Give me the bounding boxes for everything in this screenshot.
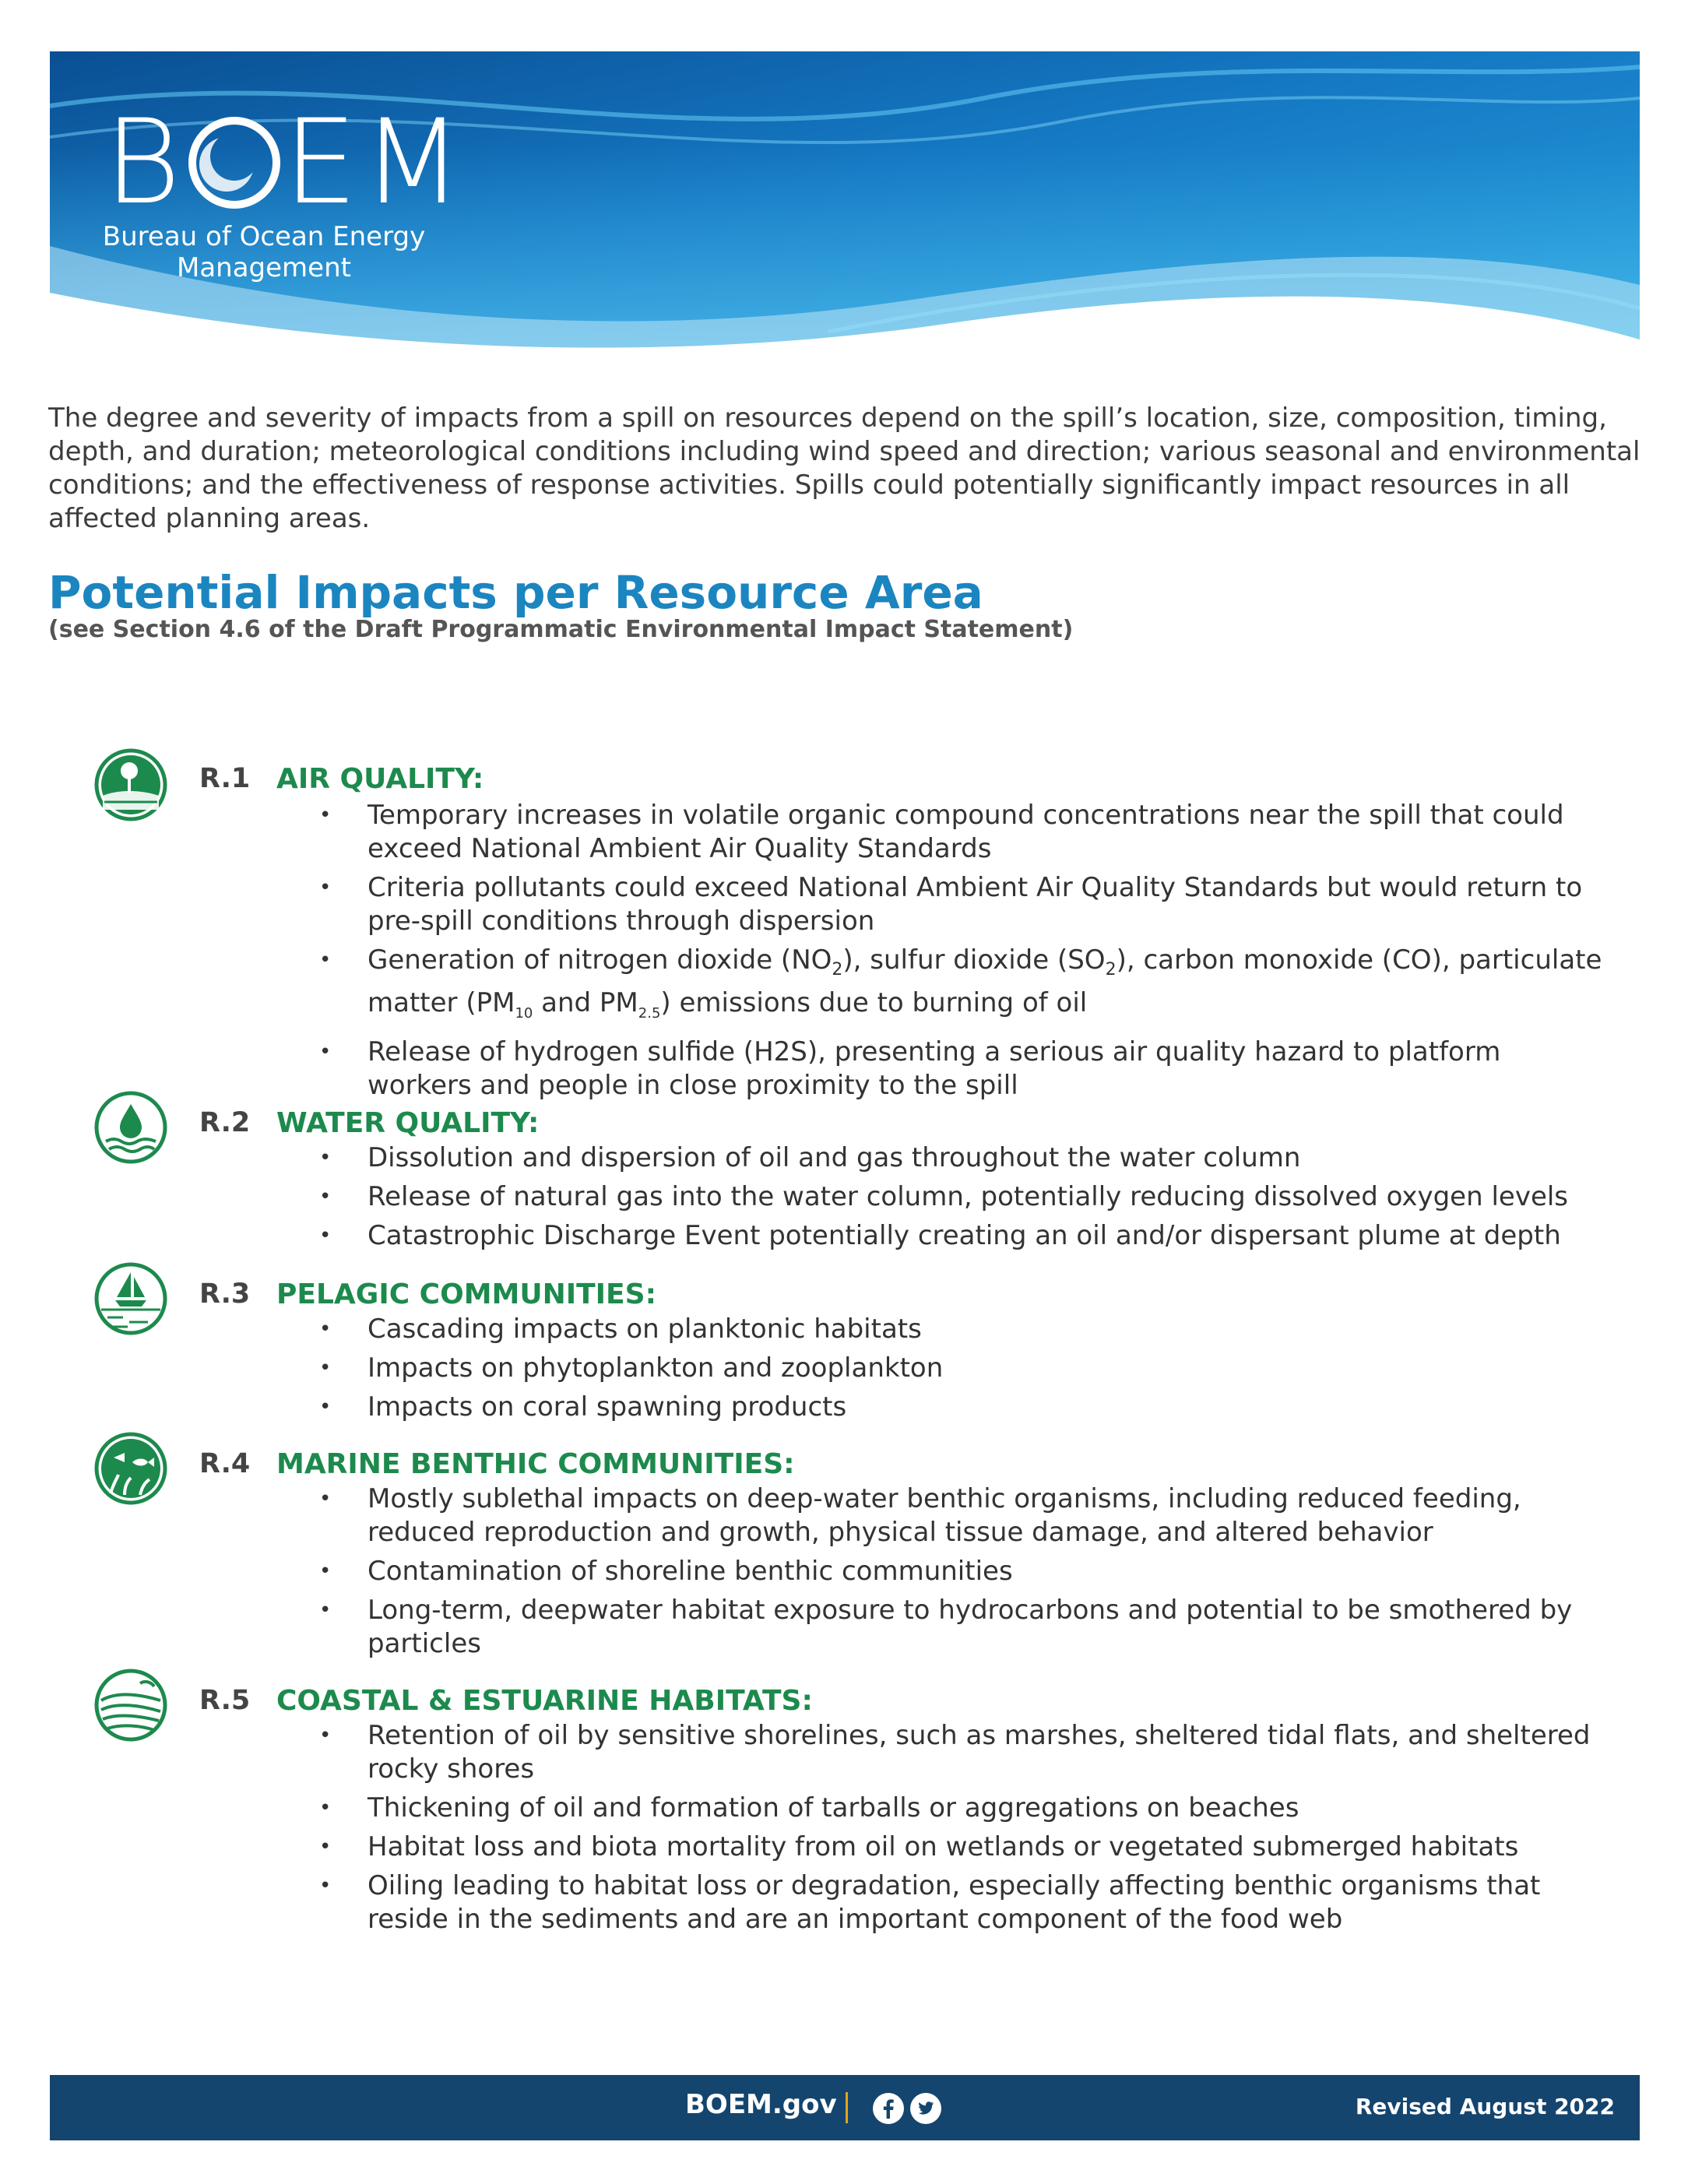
bullet-list: [319, 1482, 1612, 1666]
footer-bar: [50, 2075, 1640, 2140]
section-title: WATER QUALITY:: [276, 1107, 540, 1139]
boem-logo: [102, 95, 468, 283]
section-title: PELAGIC COMMUNITIES:: [276, 1278, 656, 1310]
list-item: • Mostly sublethal impacts on deep-water benthic organisms, including reduced feeding, reduced reproduction and growth, physical tissue damage, and altered behavior: [319, 1482, 1612, 1549]
footer-divider: [846, 2092, 848, 2123]
pelagic-communities-icon: [93, 1261, 168, 1336]
page-subtitle: (see Section 4.6 of the Draft Programmatic Environmental Impact Statement): [48, 616, 1074, 643]
section-title: MARINE BENTHIC COMMUNITIES:: [276, 1448, 795, 1480]
section-number: R.5: [199, 1685, 251, 1716]
section-number: R.3: [199, 1278, 251, 1310]
list-item: • Generation of nitrogen dioxide $(NO_2)$, sulfur dioxide $(SO_2)$, carbon monoxide (CO), particulate matter ($PM_{10}$ and $PM_{2.5}$) emissions due to burning of oil: [319, 944, 1612, 1030]
list-item: • Thickening of oil and formation of tarballs or aggregations on beaches: [319, 1792, 1612, 1825]
water-quality-icon: [93, 1090, 168, 1165]
list-item: • Retention of oil by sensitive shorelines, such as marshes, sheltered tidal flats, and sheltered rocky shores: [319, 1719, 1612, 1786]
logo-o-ring-icon: [188, 117, 280, 209]
section-number: R.2: [199, 1107, 251, 1138]
boem-gov-link[interactable]: BOEM.gov: [685, 2089, 837, 2120]
list-item: • Temporary increases in volatile organic compound concentrations near the spill that could exceed National Ambient Air Quality Standards: [319, 799, 1612, 866]
list-item: • Cascading impacts on planktonic habitats: [319, 1313, 1612, 1346]
logo-letters-em: EM: [283, 95, 468, 230]
list-item: • Impacts on phytoplankton and zooplankton: [319, 1352, 1612, 1385]
intro-paragraph: The degree and severity of impacts from a spill on resources depend on the spill’s location, size, composition, timing, depth, and duration; meteorological conditions including wind speed and direction; various seasonal and environmental conditions; and the effectiveness of response activities. Spills could potentially significantly impact resources in all affected planning areas.: [48, 403, 1641, 534]
logo-letter-b: B: [104, 95, 186, 230]
bullet-list: [319, 799, 1612, 1108]
list-item: • Catastrophic Discharge Event potentially creating an oil and/or dispersant plume at depth: [319, 1219, 1612, 1253]
page-title: Potential Impacts per Resource Area: [48, 566, 983, 619]
list-item: • Release of hydrogen sulfide (H2S), presenting a serious air quality hazard to platform workers and people in close proximity to the spill: [319, 1036, 1612, 1103]
list-item: • Contamination of shoreline benthic communities: [319, 1555, 1612, 1588]
list-item: • Oiling leading to habitat loss or degradation, especially affecting benthic organisms that reside in the sediments and are an important component of the food web: [319, 1869, 1612, 1936]
air-quality-icon: [93, 747, 168, 822]
header-banner: [50, 51, 1640, 371]
logo-wordmark: [104, 95, 468, 230]
section-title: AIR QUALITY:: [276, 763, 484, 795]
list-item: • Long-term, deepwater habitat exposure to hydrocarbons and potential to be smothered by particles: [319, 1594, 1612, 1661]
section-number: R.1: [199, 763, 251, 794]
section-number: R.4: [199, 1448, 251, 1479]
logo-subtitle-line2: Management: [177, 252, 351, 283]
list-item: • Habitat loss and biota mortality from oil on wetlands or vegetated submerged habitats: [319, 1831, 1612, 1864]
bullet-list: [319, 1719, 1612, 1942]
coastal-estuarine-icon: [93, 1668, 168, 1743]
bullet-list: [319, 1313, 1612, 1430]
twitter-icon[interactable]: [909, 2092, 942, 2125]
bullet-list: [319, 1141, 1612, 1258]
revised-date: Revised August 2022: [1355, 2094, 1615, 2119]
facebook-icon[interactable]: [872, 2092, 905, 2125]
logo-subtitle-line1: Bureau of Ocean Energy: [102, 221, 426, 252]
marine-benthic-icon: [93, 1431, 168, 1506]
list-item: • Impacts on coral spawning products: [319, 1391, 1612, 1424]
list-item: • Release of natural gas into the water column, potentially reducing dissolved oxygen levels: [319, 1180, 1612, 1214]
list-item: • Criteria pollutants could exceed National Ambient Air Quality Standards but would return to pre-spill conditions through dispersion: [319, 871, 1612, 938]
logo-subtitle: [97, 221, 431, 283]
list-item: • Dissolution and dispersion of oil and gas throughout the water column: [319, 1141, 1612, 1175]
section-title: COASTAL & ESTUARINE HABITATS:: [276, 1685, 813, 1717]
